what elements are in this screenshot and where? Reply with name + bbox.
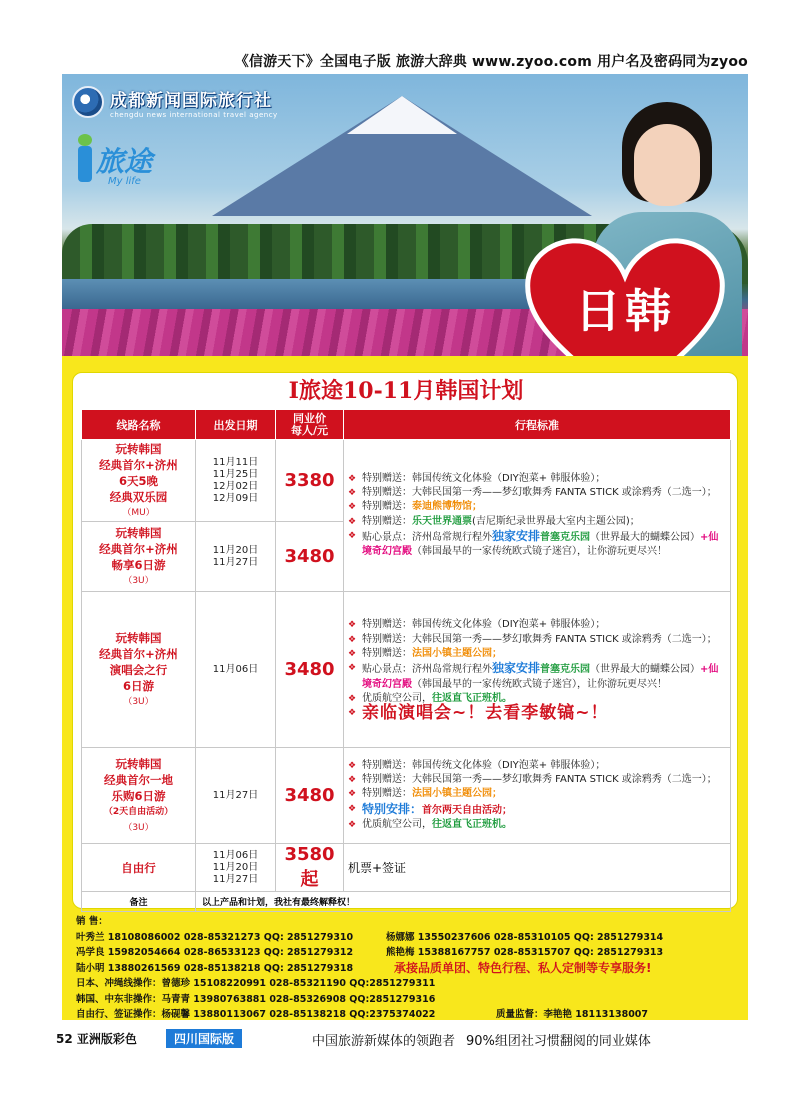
- snowcap-shape: [347, 96, 457, 134]
- price: 3480: [276, 592, 344, 748]
- departure-dates: 11月20日 11月27日: [196, 522, 276, 592]
- route-name: 自由行: [82, 844, 196, 892]
- footer-bar: [56, 1028, 748, 1050]
- contact-line: 杨娜娜 13550237606 028-85310105 QQ: 2851279314: [386, 931, 664, 943]
- price: 3380: [276, 440, 344, 522]
- contact-line: 冯学良 15982054664 028-86533123 QQ: 2851279312: [76, 947, 354, 958]
- sales-contacts: [76, 914, 736, 1023]
- contact-line: 陆小明 13880261569 028-85138218 QQ: 2851279318: [76, 962, 354, 974]
- service-slogan: 承接品质单团、特色行程、私人定制等专享服务!: [394, 960, 652, 975]
- lake-shape: [62, 279, 582, 309]
- itinerary-standard: 机票+签证: [344, 844, 731, 892]
- remark-text: 以上产品和计划，我社有最终解释权！: [196, 892, 731, 912]
- contact-line: 韩国、中东非操作：马青青 13980763881 028-85326908 QQ:2851279316: [76, 993, 436, 1005]
- departure-dates: 11月06日: [196, 592, 276, 748]
- route-name: 玩转韩国 经典首尔一地 乐购6日游 （2天自由活动） （3U）: [82, 748, 196, 844]
- plan-title: I旅途10-11月韩国计划: [288, 378, 524, 404]
- itinerary-standard: ❖ 特别赠送：韩国传统文化体验（DIY泡菜+ 韩服体验）； ❖ 特别赠送：大韩民国第一秀——梦幻歌舞秀 FANTA STICK 或涂鸦秀（二选一）； ❖ 特别赠送：泰迪熊博物馆； ❖ 特别赠送：乐天世界通票(吉尼斯纪录世界最大室内主题公园)； ❖ 贴心景点：济州岛常规行程外独家安排普塞克乐园（世界最大的蝴蝶公园）+仙境奇幻宫殿（韩国最早的一家传统欧式镜子迷宫），让你游玩更尽兴！: [344, 440, 731, 592]
- plan-table: [81, 409, 731, 912]
- departure-dates: 11月27日: [196, 748, 276, 844]
- agency-logo-icon: [72, 86, 104, 118]
- sales-heading: 销 售：: [76, 916, 108, 927]
- col-route: 线路名称: [82, 410, 196, 440]
- agency-name-en: chengdu news international travel agency: [110, 110, 278, 119]
- route-name: 玩转韩国 经典首尔+济州 6天5晚 经典双乐园 （MU）: [82, 440, 196, 522]
- quality-supervisor: 质量监督：李艳艳 18113138007: [496, 1009, 649, 1020]
- brand-i-icon: [78, 146, 92, 182]
- contact-line: 叶秀兰 18108086002 028-85321273 QQ: 2851279310: [76, 931, 354, 943]
- itinerary-standard: ❖ 特别赠送：韩国传统文化体验（DIY泡菜+ 韩服体验）； ❖ 特别赠送：大韩民国第一秀——梦幻歌舞秀 FANTA STICK 或涂鸦秀（二选一）； ❖ 特别赠送：法国小镇主题公园； ❖ 贴心景点：济州岛常规行程外独家安排普塞克乐园（世界最大的蝴蝶公园）+仙境奇幻宫殿（韩国最早的一家传统欧式镜子迷宫），让你游玩更尽兴！ ❖ 优质航空公司，往返直飞正班机。 ❖ 亲临演唱会~！去看李敏镐~！: [344, 592, 731, 748]
- table-row: [82, 592, 731, 748]
- brand-word: 旅途: [96, 145, 153, 178]
- top-header: [0, 48, 800, 74]
- route-name: 玩转韩国 经典首尔+济州 演唱会之行 6日游 （3U）: [82, 592, 196, 748]
- table-row: [82, 844, 731, 892]
- agency-name-cn: 成都新闻国际旅行社: [110, 90, 272, 111]
- itinerary-standard: ❖ 特别赠送：韩国传统文化体验（DIY泡菜+ 韩服体验）； ❖ 特别赠送：大韩民国第一秀——梦幻歌舞秀 FANTA STICK 或涂鸦秀（二选一）； ❖ 特别赠送：法国小镇主题公园； ❖ 特别安排：首尔两天自由活动； ❖ 优质航空公司，往返直飞正班机。: [344, 748, 731, 844]
- top-header-text: 《信游天下》全国电子版 旅游大辞典 www.zyoo.com 用户名及密码同为zyoo: [234, 54, 748, 70]
- route-name: 玩转韩国 经典首尔+济州 畅享6日游 （3U）: [82, 522, 196, 592]
- brand-dot-icon: [78, 134, 92, 146]
- brand-eng: My life: [108, 176, 141, 187]
- table-row: [82, 748, 731, 844]
- col-standard: 行程标准: [344, 410, 731, 440]
- contact-line: 自由行、签证操作：杨砚馨 13880113067 028-85138218 QQ:2375374022: [76, 1009, 436, 1020]
- price: 3580起: [276, 844, 344, 892]
- remark-label: 备注: [82, 892, 196, 912]
- heart-label: 日韩: [575, 284, 675, 338]
- departure-dates: 11月11日 11月25日 12月02日 12月09日: [196, 440, 276, 522]
- page-number: 52 亚洲版彩色: [56, 1032, 137, 1046]
- departure-dates: 11月06日 11月20日 11月27日: [196, 844, 276, 892]
- price: 3480: [276, 748, 344, 844]
- contact-line: 熊艳梅 15388167757 028-85315707 QQ: 2851279313: [386, 947, 664, 958]
- table-header-row: [82, 410, 731, 440]
- ilvtu-brand-logo: [78, 134, 158, 194]
- edition-tag: 四川国际版: [166, 1029, 242, 1048]
- plan-panel: [72, 372, 738, 909]
- footer-slogan-2: 90%组团社习惯翻阅的同业媒体: [466, 1034, 651, 1049]
- price: 3480: [276, 522, 344, 592]
- table-row: [82, 440, 731, 522]
- col-price: 同业价 每人/元: [276, 410, 344, 440]
- remark-row: [82, 892, 731, 912]
- contact-line: 日本、冲绳线操作：曾德珍 15108220991 028-85321190 QQ:2851279311: [76, 978, 436, 989]
- footer-slogan-1: 中国旅游新媒体的领跑者: [312, 1034, 456, 1049]
- agency-logo: [72, 84, 278, 120]
- col-dates: 出发日期: [196, 410, 276, 440]
